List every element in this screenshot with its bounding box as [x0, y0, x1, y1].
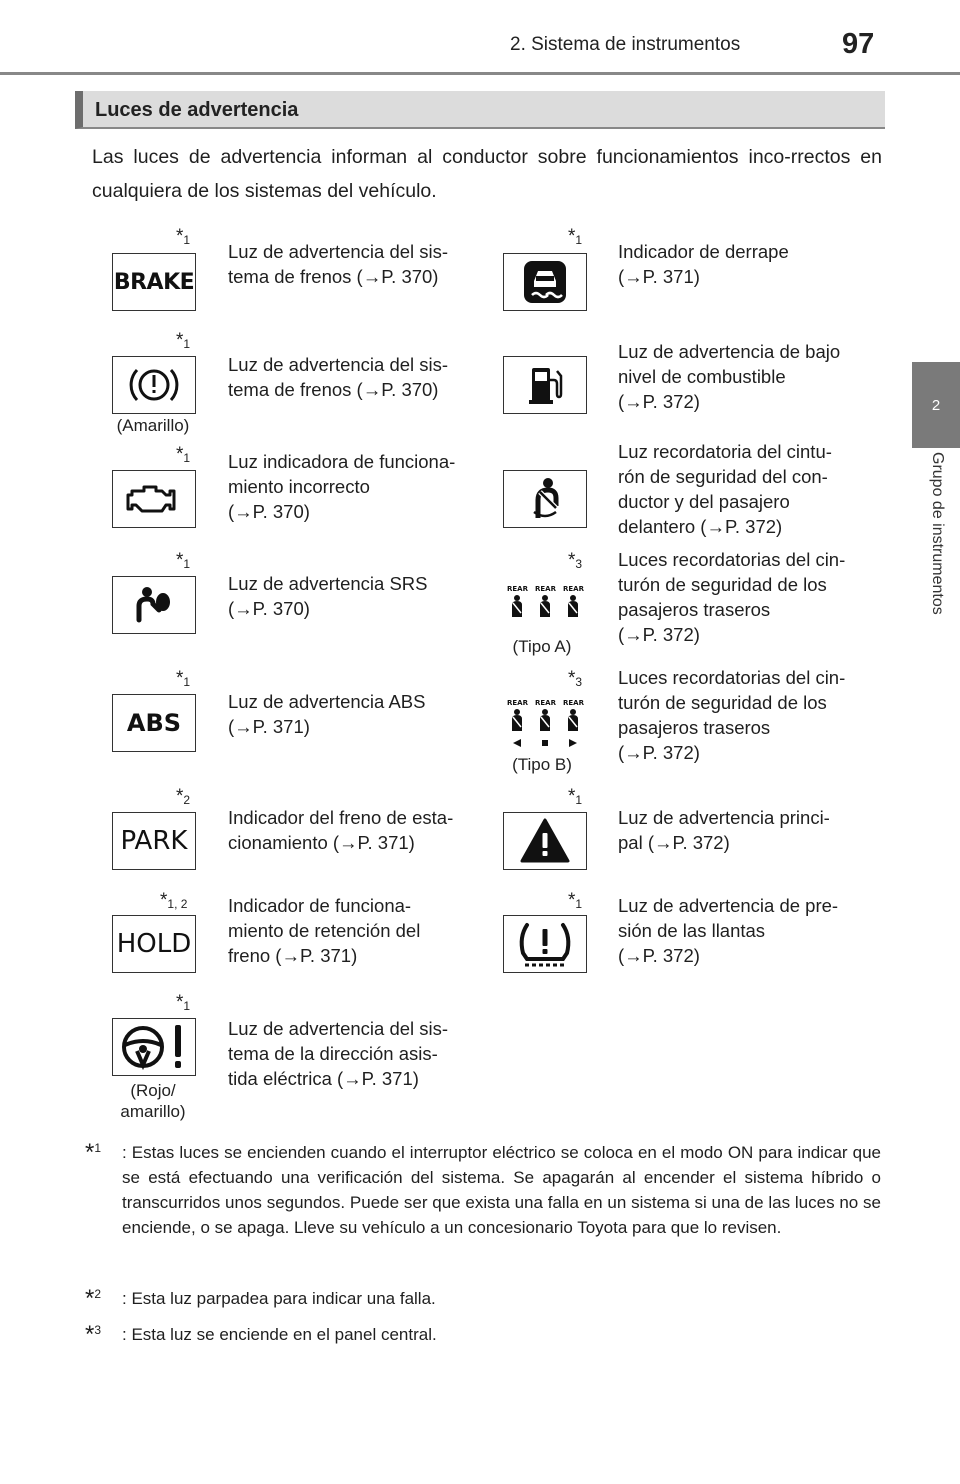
- brake-hold-icon: HOLD: [112, 915, 196, 973]
- section-heading: Luces de advertencia: [75, 91, 885, 129]
- running-header-section: 2. Sistema de instrumentos: [510, 34, 741, 55]
- footnote-ref: $*_1$: [176, 550, 191, 571]
- slip-indicator-description: Indicador de derrape (→P. 371): [618, 241, 789, 287]
- abs-warning-icon: ABS: [112, 694, 196, 752]
- brake-warning-description: Luz de advertencia del sis- tema de frenos (→P. 370): [228, 241, 449, 287]
- brake-amber-description: Luz de advertencia del sis- tema de frenos (→P. 370): [228, 354, 449, 400]
- footnote-ref: $*_3$: [568, 668, 583, 689]
- svg-text:REAR: REAR: [507, 699, 528, 707]
- engine-warning-description: Luz indicadora de funciona- miento incorrecto (→P. 370): [228, 451, 456, 522]
- tire-pressure-description: Luz de advertencia de pre- sión de las llantas (→P. 372): [618, 895, 839, 966]
- chapter-tab-number: 2: [912, 362, 960, 448]
- check-engine-icon: [112, 470, 196, 528]
- master-warning-description: Luz de advertencia princi- pal (→P. 372): [618, 807, 830, 853]
- power-steering-warning-icon: [112, 1018, 196, 1076]
- footnote-ref: $*_3$: [568, 550, 583, 571]
- footnote-ref: $*_2$: [176, 786, 191, 807]
- seatbelt-reminder-description: Luz recordatoria del cintu- rón de seguridad del con- ductor y del pasajero delantero (→P. 372): [618, 441, 832, 537]
- header-rule: [0, 72, 960, 75]
- tire-pressure-icon: [503, 915, 587, 973]
- svg-text:REAR: REAR: [563, 699, 584, 707]
- intro-paragraph: Las luces de advertencia informan al conductor sobre funcionamientos inco-rrectos en cualquiera de los sistemas del vehículo.: [92, 146, 882, 202]
- brake-warning-icon: BRAKE: [112, 253, 196, 311]
- footnote-ref: $*_1$: [176, 668, 191, 689]
- fuel-warning-description: Luz de advertencia de bajo nivel de combustible (→P. 372): [618, 341, 841, 412]
- icon-caption: (Amarillo): [116, 416, 190, 435]
- icon-caption: (Tipo B): [512, 755, 572, 774]
- rear-seatbelt-b-description: Luces recordatorias del cin- turón de seguridad de los pasajeros traseros (→P. 372): [618, 667, 846, 763]
- footnote-ref: $*_1$: [176, 444, 191, 465]
- page-number: 97: [842, 28, 875, 60]
- srs-warning-description: Luz de advertencia SRS (→P. 370): [228, 573, 428, 619]
- footnote-ref: $*_1$: [176, 330, 191, 351]
- footnote-ref: $*_{1, 2}$: [160, 890, 188, 911]
- power-steering-description: Luz de advertencia del sis- tema de la dirección asis- tida eléctrica (→P. 371): [228, 1018, 449, 1089]
- srs-airbag-icon: [112, 576, 196, 634]
- footnote-ref: $*_1$: [568, 786, 583, 807]
- rear-seatbelt-a-description: Luces recordatorias del cin- turón de seguridad de los pasajeros traseros (→P. 372): [618, 549, 846, 645]
- rear-seatbelt-type-a-icon: [503, 576, 587, 634]
- fuel-pump-icon: [503, 356, 587, 414]
- icon-caption: (Rojo/ amarillo): [120, 1081, 186, 1121]
- chapter-tab-label: Grupo de instrumentos: [929, 452, 946, 615]
- footnote-ref: $*_1$: [176, 992, 191, 1013]
- footnote-ref: $*_1$: [568, 890, 583, 911]
- icon-caption: (Tipo A): [512, 637, 572, 656]
- brake-warning-amber-icon: [112, 356, 196, 414]
- svg-text:REAR: REAR: [563, 585, 584, 593]
- rear-seatbelt-type-b-icon: [503, 694, 587, 752]
- svg-text:REAR: REAR: [535, 699, 556, 707]
- parking-brake-icon: PARK: [112, 812, 196, 870]
- svg-text:REAR: REAR: [507, 585, 528, 593]
- footnote-ref: $*_1$: [568, 226, 583, 247]
- footnote-1: *1 : Estas luces se encienden cuando el interruptor eléctrico se coloca en el modo ON para indicar que se está efectuando una verificación del sistema. Se apagarán al encender el sistema híbrido o transcurridos unos segundos. Puede ser que exista una falla en un sistema si una de las luces no se enciende, o se apaga. Lleve su vehículo a un concesionario Toyota para que lo revisen.: [85, 1139, 881, 1237]
- slip-indicator-icon: [503, 253, 587, 311]
- abs-warning-description: Luz de advertencia ABS (→P. 371): [228, 691, 426, 737]
- master-warning-icon: [503, 812, 587, 870]
- footnote-ref: $*_1$: [176, 226, 191, 247]
- parking-brake-description: Indicador del freno de esta- cionamiento (→P. 371): [228, 807, 454, 853]
- svg-text:REAR: REAR: [535, 585, 556, 593]
- brake-hold-description: Indicador de funciona- miento de retención del freno (→P. 371): [228, 895, 421, 966]
- seatbelt-reminder-icon: [503, 470, 587, 528]
- footnote-3: *3 : Esta luz se enciende en el panel central.: [85, 1321, 437, 1348]
- footnote-2: *2 : Esta luz parpadea para indicar una falla.: [85, 1285, 436, 1312]
